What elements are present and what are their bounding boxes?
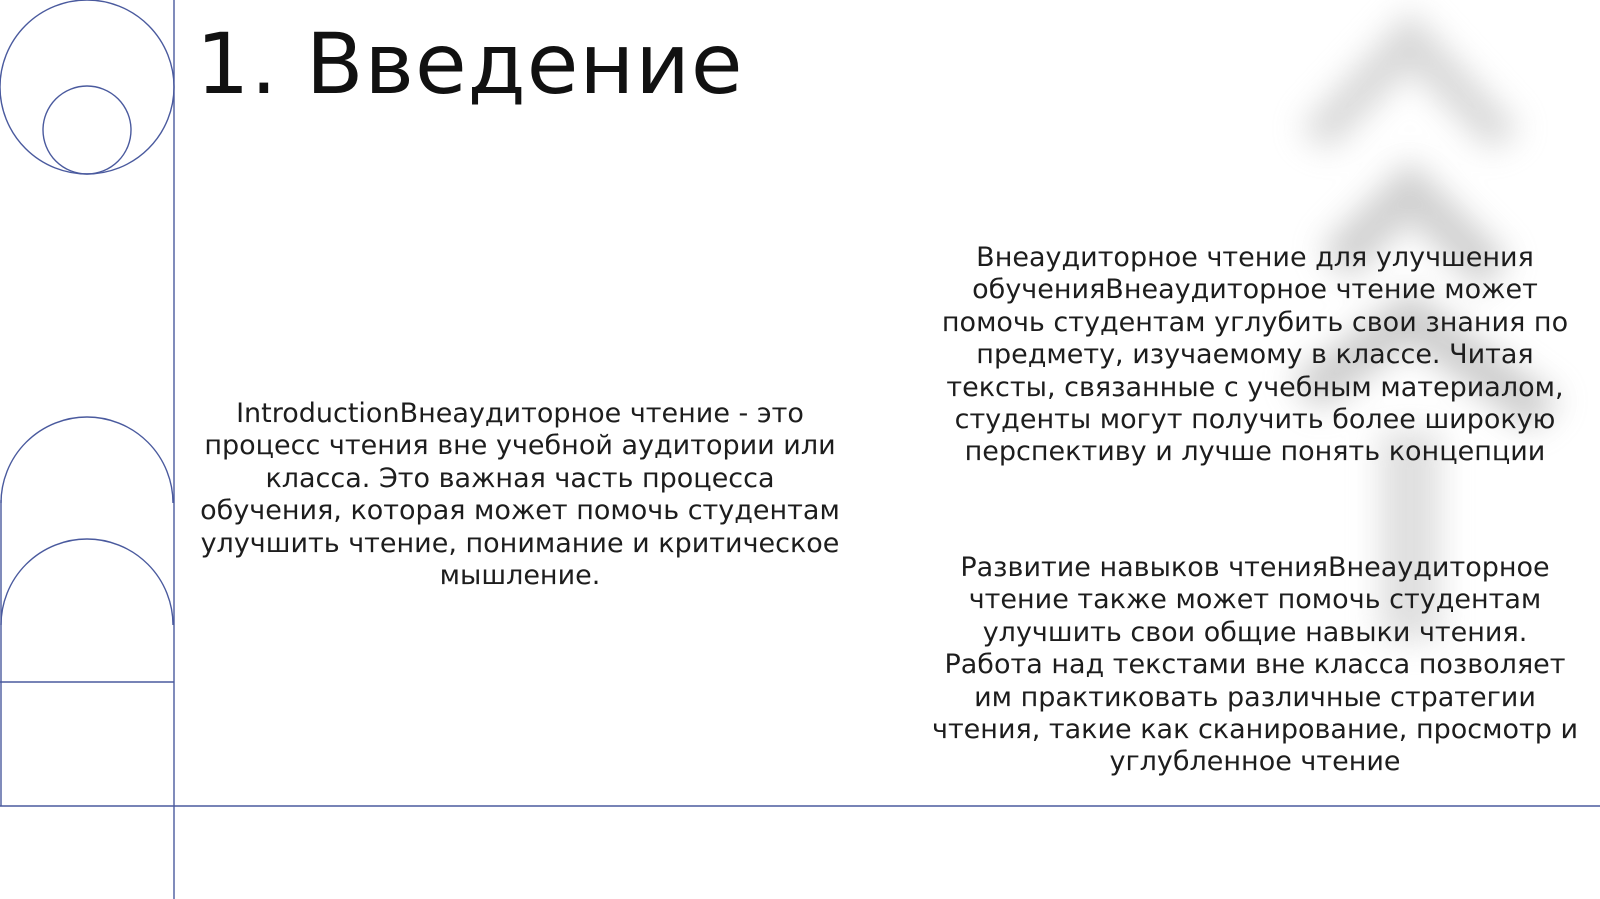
slide-title: 1. Введение [196, 15, 744, 113]
large-circle [0, 0, 174, 174]
learning-paragraph: Внеаудиторное чтение для улучшения обученияВнеаудиторное чтение может помочь студентам углубить свои знания по предмету, изучаемому в классе. Читая тексты, связанные с учебным материалом, студенты могут получить более широкую перспективу и лучше понять концепции [941, 242, 1569, 468]
small-circle [43, 86, 131, 174]
reading-skills-paragraph: Развитие навыков чтенияВнеаудиторное чтение также может помочь студентам улучшить свои общие навыки чтения. Работа над текстами вне класса позволяет им практиковать различные стратегии чтения, такие как сканирование, просмотр и углубленное чтение [932, 552, 1578, 778]
upper-arch [1, 417, 173, 503]
intro-paragraph: IntroductionВнеаудиторное чтение - это процесс чтения вне учебной аудитории или класса. Это важная часть процесса обучения, которая может помочь студентам улучшить чтение, понимание и критическое мышление. [200, 398, 840, 592]
lower-arch [1, 539, 173, 625]
